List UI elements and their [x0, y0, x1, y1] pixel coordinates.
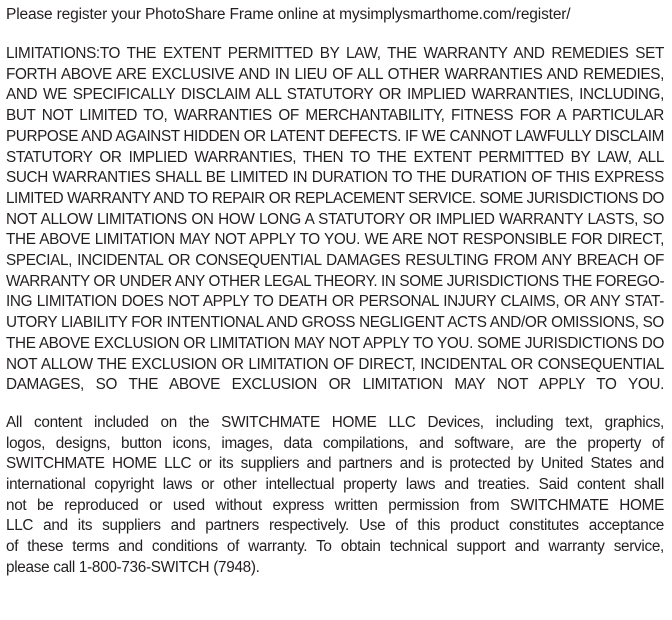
copyright-line: All content included on the SWITCHMATE HOME LLC Devices, including text, graphics,: [6, 413, 664, 431]
limitations-line: DAMAGES, SO THE ABOVE EXCLUSION OR LIMITATION MAY NOT APPLY TO YOU.: [6, 376, 664, 394]
registration-notice: Please register your PhotoShare Frame online at mysimplysmarthome.com/register/: [6, 6, 571, 23]
limitations-line: BUT NOT LIMITED TO, WARRANTIES OF MERCHANTABILITY, FITNESS FOR A PARTICULAR: [6, 107, 664, 125]
limitations-line: UTORY LIABILITY FOR INTENTIONAL AND GROSS NEGLIGENT ACTS AND/OR OMISSIONS, SO: [6, 314, 664, 332]
limitations-line: SUCH WARRANTIES SHALL BE LIMITED IN DURATION TO THE DURATION OF THIS EXPRESS: [6, 169, 664, 187]
support-phone-line: please call 1-800-736-SWITCH (7948).: [6, 558, 260, 576]
copyright-line: LLC and its suppliers and partners respectively. Use of this product constitutes acceptance: [6, 517, 664, 535]
copyright-line: not be reproduced or used without express written permission from SWITCHMATE HOME: [6, 496, 664, 514]
limitations-line: PURPOSE AND AGAINST HIDDEN OR LATENT DEFECTS. IF WE CANNOT LAWFULLY DISCLAIM: [6, 127, 664, 145]
limitations-line: WARRANTY OR UNDER ANY OTHER LEGAL THEORY. IN SOME JURISDICTIONS THE FOREGO-: [6, 272, 665, 290]
warranty-document-page: [6, 0, 664, 579]
copyright-paragraph: [6, 413, 664, 579]
limitations-line: ING LIMITATION DOES NOT APPLY TO DEATH OR PERSONAL INJURY CLAIMS, OR ANY STAT-: [6, 293, 664, 311]
limitations-line: NOT ALLOW LIMITATIONS ON HOW LONG A STATUTORY OR IMPLIED WARRANTY LASTS, SO: [6, 210, 664, 228]
limitations-line: THE ABOVE EXCLUSION OR LIMITATION MAY NOT APPLY TO YOU. SOME JURISDICTIONS DO: [6, 334, 664, 352]
limitations-line: FORTH ABOVE ARE EXCLUSIVE AND IN LIEU OF ALL OTHER WARRANTIES AND REMEDIES,: [6, 65, 664, 83]
limitations-line: AND WE SPECIFICALLY DISCLAIM ALL STATUTORY OR IMPLIED WARRANTIES, INCLUDING,: [6, 86, 664, 104]
copyright-line: of these terms and conditions of warranty. To obtain technical support and warranty service,: [6, 538, 664, 556]
limitations-line: THE ABOVE LIMITATION MAY NOT APPLY TO YOU. WE ARE NOT RESPONSIBLE FOR DIRECT,: [6, 231, 664, 249]
copyright-line: logos, designs, button icons, images, data compilations, and software, are the property of: [6, 434, 664, 452]
limitations-line: LIMITATIONS:TO THE EXTENT PERMITTED BY LAW, THE WARRANTY AND REMEDIES SET: [6, 45, 664, 62]
limitations-line: SPECIAL, INCIDENTAL OR CONSEQUENTIAL DAMAGES RESULTING FROM ANY BREACH OF: [6, 252, 664, 270]
limitations-paragraph: [6, 44, 664, 396]
limitations-line: STATUTORY OR IMPLIED WARRANTIES, THEN TO THE EXTENT PERMITTED BY LAW, ALL: [6, 148, 664, 166]
limitations-line: LIMITED WARRANTY AND TO REPAIR OR REPLACEMENT SERVICE. SOME JURISDICTIONS DO: [6, 189, 664, 207]
copyright-line: SWITCHMATE HOME LLC or its suppliers and partners and is protected by United States and: [6, 455, 664, 473]
limitations-line: NOT ALLOW THE EXCLUSION OR LIMITATION OF DIRECT, INCIDENTAL OR CONSEQUENTIAL: [6, 355, 664, 373]
copyright-line: international copyright laws or other intellectual property laws and treaties. Said content shall: [6, 476, 664, 494]
